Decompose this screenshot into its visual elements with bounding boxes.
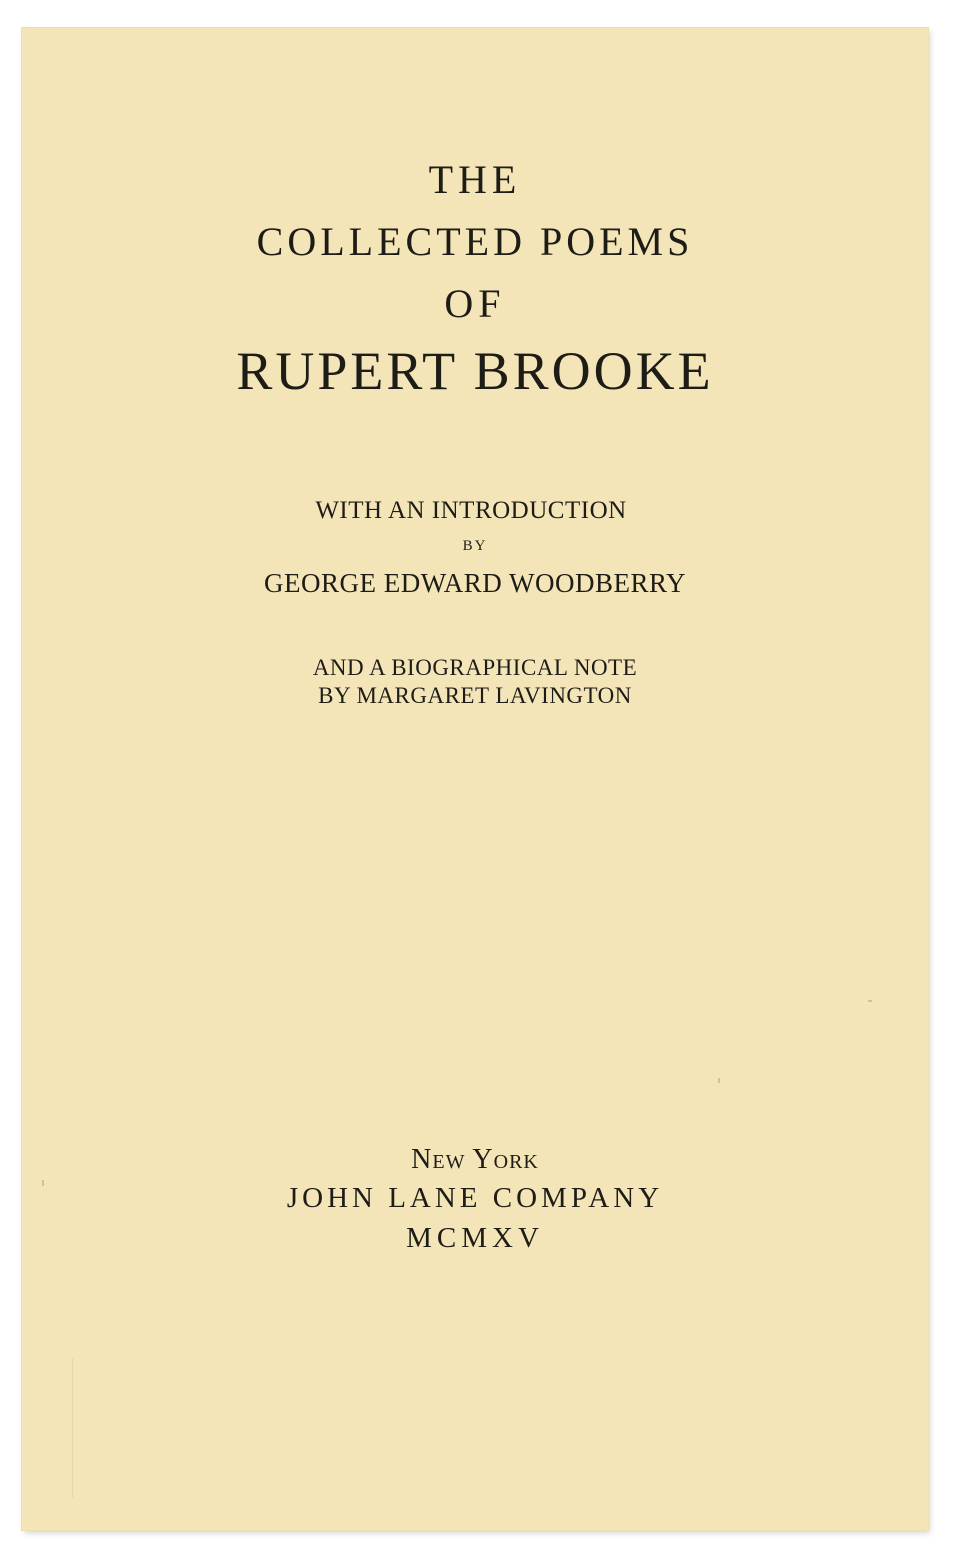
paper-speck — [868, 1000, 872, 1002]
introduction-heading: WITH AN INTRODUCTION — [315, 497, 627, 524]
title-page — [22, 28, 928, 1530]
publication-year: MCMXV — [406, 1222, 544, 1254]
biographical-note-line: AND A BIOGRAPHICAL NOTE — [312, 655, 638, 680]
publisher-place: New York — [411, 1144, 539, 1175]
title-line-collected-poems: COLLECTED POEMS — [256, 219, 694, 264]
biographical-note-author: BY MARGARET LAVINGTON — [318, 683, 632, 708]
introduction-by: BY — [462, 538, 488, 554]
paper-speck — [718, 1078, 720, 1083]
title-author-name: RUPERT BROOKE — [236, 341, 714, 401]
title-line-the: THE — [428, 157, 522, 202]
title-line-of: OF — [444, 281, 506, 326]
paper-speck — [42, 1180, 44, 1186]
introduction-author: GEORGE EDWARD WOODBERRY — [264, 568, 686, 598]
paper-speck — [72, 1358, 73, 1498]
publisher-name: JOHN LANE COMPANY — [286, 1182, 664, 1214]
